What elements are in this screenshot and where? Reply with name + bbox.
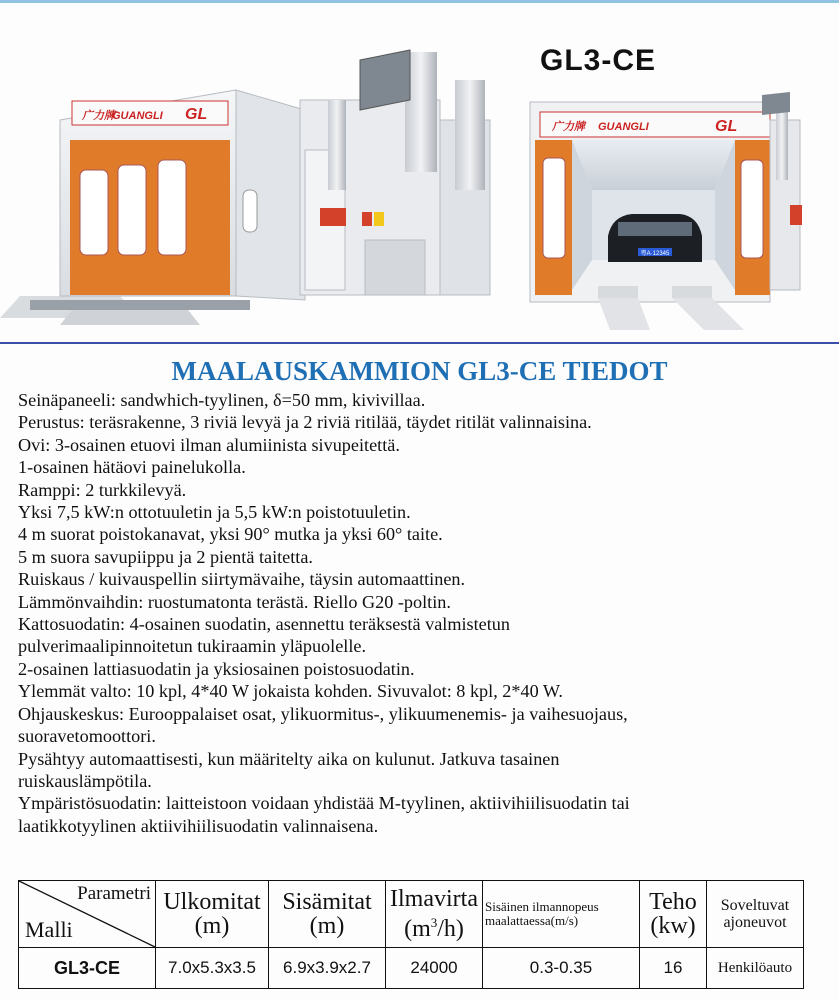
spec-line: Ohjauskeskus: Eurooppalaiset osat, ylikuormitus-, ylikuumenemis- ja vaihesuojaus,: [18, 703, 628, 724]
corner-parameter-label: Parametri: [77, 883, 151, 904]
car-plate: 粤A·12345: [640, 251, 670, 257]
spec-line: ruiskauslämpötila.: [18, 770, 152, 791]
cell-air-speed: 0.3-0.35: [483, 948, 640, 989]
svg-text:GUANGLI: GUANGLI: [598, 121, 649, 133]
cell-outer-dims: 7.0x5.3x3.5: [156, 948, 269, 989]
product-photos: [0, 0, 839, 345]
spec-line: Ruiskaus / kuivauspellin siirtymävaihe, täysin automaattinen.: [18, 569, 466, 590]
spec-list: [18, 389, 828, 837]
header-power: Teho (kw): [640, 881, 707, 948]
svg-text:GL: GL: [715, 118, 738, 135]
model-title: GL3-CE: [540, 44, 657, 77]
svg-text:GUANGLI: GUANGLI: [112, 110, 163, 122]
header-inner-dims: Sisämitat (m): [269, 881, 386, 948]
header-airflow: Ilmavirta $(m^3/h)$: [386, 881, 483, 948]
spec-line: Yksi 7,5 kW:n ottotuuletin ja 5,5 kW:n poistotuuletin.: [18, 502, 411, 523]
corner-header-cell: [19, 881, 156, 948]
spec-line: pulverimaalipinnoitetun tukiraamin yläpuolelle.: [18, 636, 366, 657]
booth-logo: GL: [185, 106, 208, 123]
cell-vehicle: Henkilöauto: [707, 948, 804, 989]
header-outer-dims: Ulkomitat (m): [156, 881, 269, 948]
spec-line: Kattosuodatin: 4-osainen suodatin, asennettu teräksestä valmistetun: [18, 614, 510, 635]
spec-line: 5 m suora savupiippu ja 2 pientä taitetta.: [18, 546, 313, 567]
spec-line: Perustus: teräsrakenne, 3 riviä levyä ja 2 riviä ritilää, täydet ritilät valinnaisina.: [18, 412, 592, 433]
spec-line: Lämmönvaihdin: ruostumatonta terästä. Riello G20 -poltin.: [18, 591, 451, 612]
header-air-speed: Sisäinen ilmannopeus maalattaessa(m/s): [483, 881, 640, 948]
spec-line: laatikkotyylinen aktiivihiilisuodatin valinnaisena.: [18, 815, 379, 836]
table-header-row: [19, 881, 804, 948]
spec-table: [18, 880, 804, 989]
booth-interior-photo: [530, 92, 802, 330]
cell-inner-dims: 6.9x3.9x2.7: [269, 948, 386, 989]
spec-line: suoravetomoottori.: [18, 726, 156, 747]
cell-model: GL3-CE: [19, 948, 156, 989]
spec-line: Ovi: 3-osainen etuovi ilman alumiinista sivupeitettä.: [18, 434, 400, 455]
section-divider: [0, 342, 839, 344]
table-row: [19, 948, 804, 989]
spec-line: Ympäristösuodatin: laitteistoon voidaan yhdistää M-tyylinen, aktiivihiilisuodatin tai: [18, 793, 630, 814]
cell-power: 16: [640, 948, 707, 989]
spec-line: Ylemmät valto: 10 kpl, 4*40 W jokaista kohden. Sivuvalot: 8 kpl, 2*40 W.: [18, 681, 563, 702]
cell-airflow: 24000: [386, 948, 483, 989]
spec-line: 4 m suorat poistokanavat, yksi 90° mutka ja yksi 60° taite.: [18, 524, 443, 545]
header-vehicle: Soveltuvat ajoneuvot: [707, 881, 804, 948]
svg-text:广力牌: 广力牌: [552, 121, 585, 133]
spec-line: Seinäpaneeli: sandwhich-tyylinen, δ=50 mm, kivivillaa.: [18, 390, 426, 410]
corner-model-label: Malli: [25, 917, 73, 942]
spec-heading: MAALAUSKAMMION GL3-CE TIEDOT: [171, 356, 668, 386]
spec-line: 2-osainen lattiasuodatin ja yksiosainen poistosuodatin.: [18, 658, 415, 679]
booth-exterior-photo: [0, 50, 490, 325]
spec-line: Pysähtyy automaattisesti, kun määritelty aika on kulunut. Jatkuva tasainen: [18, 748, 560, 769]
spec-line: 1-osainen hätäovi painelukolla.: [18, 457, 246, 478]
booth-brand-label: 广力牌: [82, 110, 115, 122]
spec-line: Ramppi: 2 turkkilevyä.: [18, 479, 187, 500]
